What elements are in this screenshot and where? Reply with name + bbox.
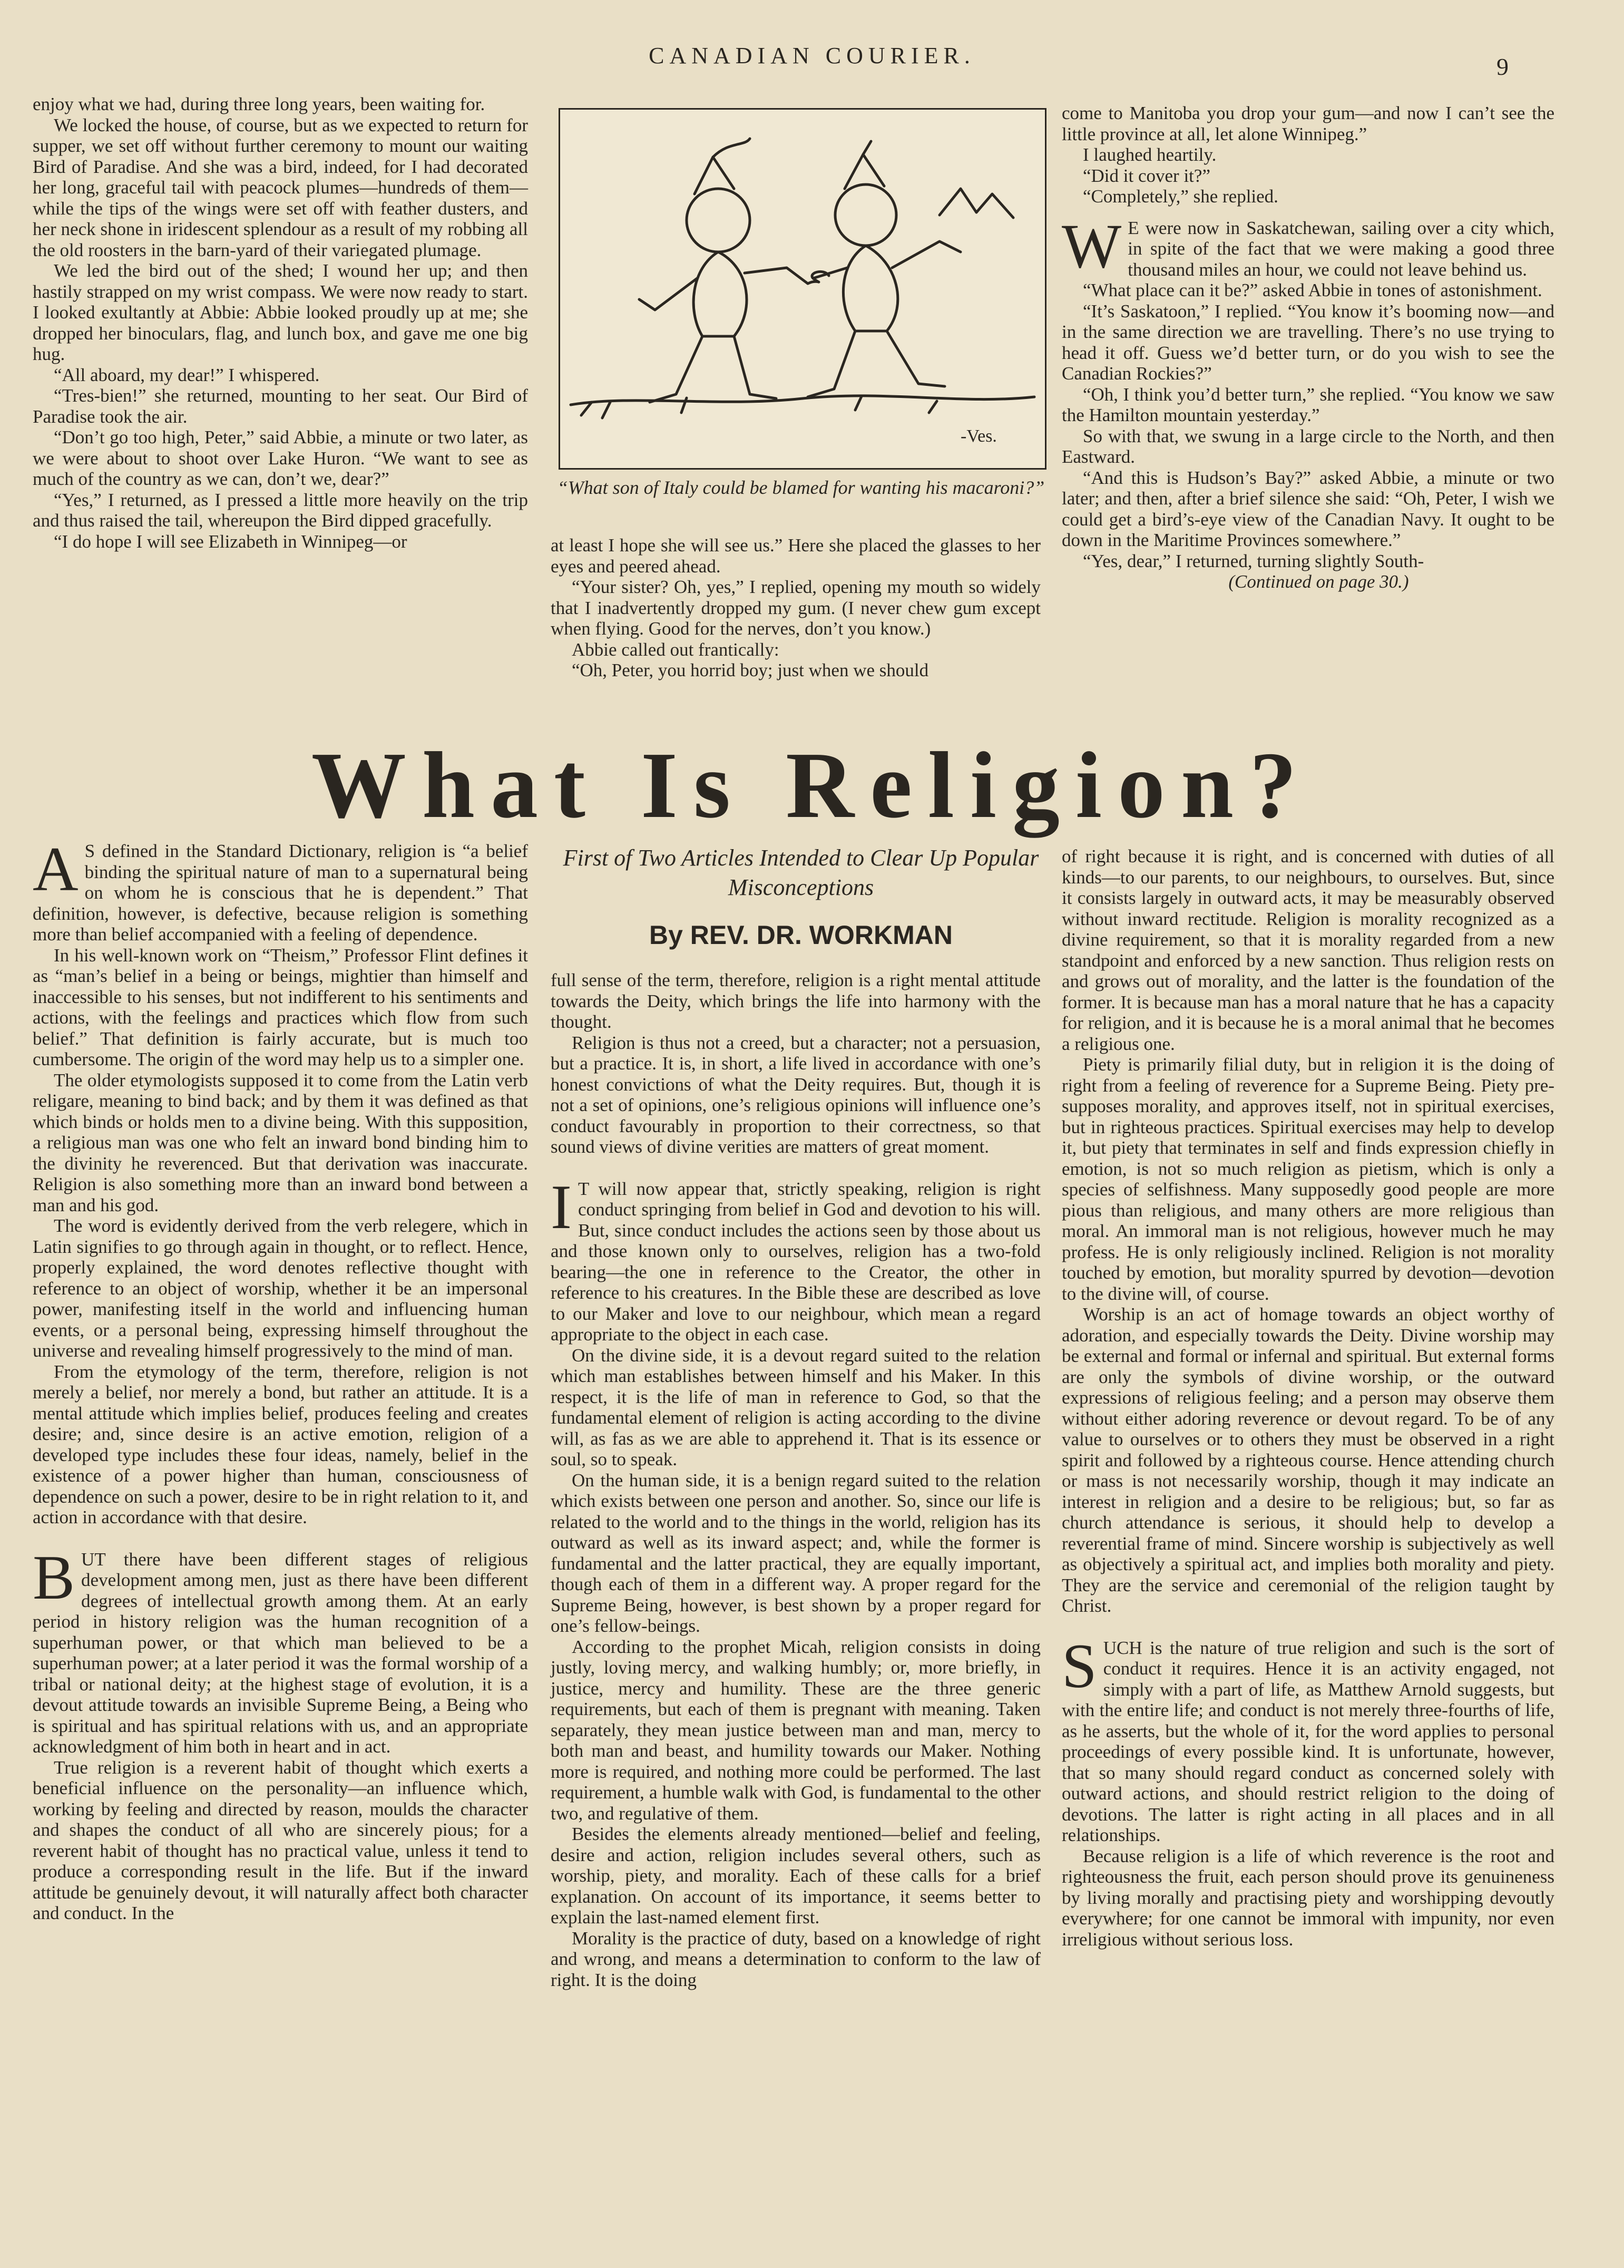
paragraph: “And this is Hudson’s Bay?” asked Abbie, a minute or two later; and then, after a brief silence she said: “Oh, Peter, I wish we could get a bird’s-eye view of the Canadian Navy. It ought to be down in the Maritime Provinces somewhere.” — [1062, 467, 1554, 550]
paragraph: SUCH is the nature of true religion and such is the sort of conduct it requires. Hence it is an activity engaged, not simply with a part of life, as Matthew Arnold suggests, but with the entire life; and conduct is not merely three-fourths of life, as he asserts, but the whole of it, for the word applies to personal proceedings of every possible kind. It is unfortunate, however, that so many should regard conduct as concerned solely with outward actions, and should restrict religion to the doing of devotions. The latter is right acting in all places and in all relationships. — [1062, 1630, 1554, 1845]
paragraph: Worship is an act of homage towards an object worthy of adoration, and especially towards the Deity. Divine worship may be external and formal or infernal and spiritual. But external forms are only the symbols of divine worship, or the outward expressions of religious feeling; and a person may observe them without either adoring reverence or devout regard. To be of any value to ourselves or to others they must be observed in a right spirit and followed by a righteous course. Hence attending church or mass is not necessarily worship, though it may indicate an interest in religion and a desire to be religious; but, so far as church attendance is serious, it should help to develop a reverential frame of mind. Sincere worship is subjectively as well as objectively a spiritual act, and implies both morality and piety. They are the service and ceremonial of the religion taught by Christ. — [1062, 1304, 1554, 1616]
paragraph: “Yes,” I returned, as I pressed a little more heavily on the trip and thus raised the tail, whereupon the Bird dipped gracefully. — [33, 489, 528, 531]
article-column-3 — [1062, 846, 1554, 1950]
paragraph: BUT there have been different stages of religious development among men, just as there have been different degrees of intellectual growth among them. At an early period in history religion was the human recognition of a superhuman power, or that which man believed to be a superhuman power; at a later period it was the formal worship of a tribal or national deity; at the highest stage of evolution, it is a devout attitude towards an invisible Supreme Being, a Being who is spiritual and has spiritual relations with us, and an appropriate acknowledgment of him both in heart and in act. — [33, 1542, 528, 1757]
page-header — [0, 42, 1624, 80]
paragraph: Religion is thus not a creed, but a character; not a persuasion, but a practice. It is, in short, a life lived in accordance with one’s honest convictions of what the Deity requires. But, though it is not a set of opinions, one’s religious opinions will influence one’s conduct favourably in proportion to their correctness, so that sound views of divine verities are matters of great moment. — [551, 1032, 1041, 1157]
article-column-1 — [33, 834, 528, 1924]
paragraph: I laughed heartily. — [1083, 144, 1217, 165]
paragraph: “Yes, dear,” I returned, turning slightly South- — [1083, 550, 1424, 571]
paragraph: Piety is primarily filial duty, but in religion it is the doing of right from a feeling of reverence for a Supreme Being. Piety pre-supposes morality, and approves itself, not in spiritual exercises, but in righteous practices. Spiritual exercises may help to develop it, but piety that terminates in self and finds expression chiefly in emotion, is not so much religion as pietism, which is only a species of selfishness. Many supposedly good people are more pious than religious, and many others are more religious than moral. An immoral man is not religious, however much he may profess. He is only religiously inclined. Religion is not morality touched by emotion, but morality spurred by devotion—devotion to the divine will, of course. — [1062, 1054, 1554, 1304]
paragraph: “Did it cover it?” — [1083, 165, 1210, 186]
drop-cap: B — [33, 1542, 75, 1612]
paragraph: Abbie called out frantically: — [572, 639, 779, 660]
cartoon-caption: “What son of Italy could be blamed for wanting his macaroni?” — [557, 477, 1045, 498]
article-byline: By REV. DR. WORKMAN — [649, 920, 953, 950]
cartoon-illustration — [559, 108, 1046, 470]
paragraph: “What place can it be?” asked Abbie in tones of astonishment. — [1083, 280, 1542, 300]
paragraph: On the human side, it is a benign regard suited to the relation which exists between one person and another. So, since our life is related to the world and to the things in the world, religion has its outward as well as its inward aspect; and, while the former is fundamental and the latter practical, they are equally important, though each of them in a different way. A proper regard for the Supreme Being, however, is best shown by a proper regard for one’s fellow-beings. — [551, 1469, 1041, 1636]
drop-cap: W — [1062, 210, 1122, 281]
paragraph: True religion is a reverent habit of thought which exerts a beneficial influence on the personality—an influence which, working by feeling and directed by reason, moulds the character and shapes the conduct of all who are sincerely pious; for a reverent habit of thought has no practical value, unless it tend to produce a corresponding result in the life. But if the inward attitude be genuinely devout, it will naturally affect both character and conduct. In the — [33, 1757, 528, 1923]
paragraph: The word is evidently derived from the verb relegere, which in Latin signifies to go through again in thought, or to reflect. Hence, properly explained, the word denotes reflective thought with reference to an object of worship, whether it be an impersonal power, manifesting itself in the world and influencing human events, or a personal being, expressing himself throughout the universe and revealing himself progressively to the mind of man. — [33, 1215, 528, 1361]
paragraph: “It’s Saskatoon,” I replied. “You know it’s booming now—and in the same direction we are travelling. There’s no use trying to head it off. Guess we’d better turn, or do you wish to see the Canadian Rockies?” — [1062, 300, 1554, 384]
paragraph: In his well-known work on “Theism,” Professor Flint defines it as “man’s belief in a being or beings, mightier than himself and inaccessible to his senses, but not indifferent to his sentiments and actions, with the feelings and practices which flow from such belief.” That definition is fairly accurate, but is much too cumbersome. The origin of the word may help us to a simpler one. — [33, 945, 528, 1069]
drop-cap: S — [1062, 1630, 1097, 1701]
paragraph: “All aboard, my dear!” I whispered. — [54, 364, 320, 385]
article-column-2 — [551, 970, 1041, 1990]
cartoon-signature: -Ves. — [961, 426, 997, 446]
paragraph: “Oh, Peter, you horrid boy; just when we should — [572, 660, 929, 680]
story-column-2 — [551, 535, 1041, 681]
paragraph: The older etymologists supposed it to come from the Latin verb religare, meaning to bind back; and by them it was defined as that which binds or holds men to a divine being. With this supposition, a religious man was one who felt an inward bond binding him to the divinity he reverenced. But that derivation was inaccurate. Religion is also something more than an inward bond between a man and his god. — [33, 1069, 528, 1215]
paragraph: We led the bird out of the shed; I wound her up; and then hastily strapped on my wrist compass. We were now ready to start. I looked exultantly at Abbie: Abbie looked proudly up at me; she dropped her binoculars, flag, and lunch box, and gave me one big hug. — [33, 260, 528, 364]
paragraph: A S defined in the Standard Dictionary, religion is “a belief binding the spiritual nature of man to a supernatural being on whom he is conscious that he is dependent.” That definition, however, is defective, because religion is something more than belief accompanied with a feeling of dependence. — [33, 834, 528, 945]
paragraph: So with that, we swung in a large circle to the North, and then Eastward. — [1062, 425, 1554, 467]
drop-cap: I — [551, 1171, 572, 1242]
paragraph: “I do hope I will see Elizabeth in Winnipeg—or — [54, 531, 407, 552]
paragraph: come to Manitoba you drop your gum—and now I can’t see the little province at all, let alone Winnipeg.” — [1062, 103, 1554, 144]
article-subtitle: First of Two Articles Intended to Clear Up Popular Misconceptions — [563, 845, 1039, 900]
article-title: What Is Religion? — [311, 733, 1313, 838]
paragraph: Morality is the practice of duty, based on a knowledge of right and wrong, and means a determination to conform to the law of right. It is the doing — [551, 1928, 1041, 1990]
paragraph: Besides the elements already mentioned—belief and feeling, desire and action, religion includes several others, such as worship, piety, and morality. Each of these calls for a brief explanation. On account of its importance, it seems better to explain the last-named element first. — [551, 1824, 1041, 1928]
continued-note: (Continued on page 30.) — [1228, 571, 1409, 592]
paragraph: “Tres-bien!” she returned, mounting to her seat. Our Bird of Paradise took the air. — [33, 385, 528, 427]
paragraph: I T will now appear that, strictly speaking, religion is right conduct springing from belief in God and devotion to his will. But, since conduct includes the actions seen by those about us and those known only to ourselves, religion has a two-fold bearing—the one in reference to the Creator, the other in reference to his creatures. In the Bible these are described as love to our Maker and love to our neighbour, which mean a regard appropriate to the object in each case. — [551, 1171, 1041, 1345]
paragraph: of right because it is right, and is concerned with duties of all kinds—to our parents, to our neighbours, to ourselves. But, since it consists largely in outward acts, it may be measurably observed without inward rectitude. Religion is morality recognized as a divine requirement, so that it is morality regarded from a new standpoint and enforced by a new sanction. Thus religion rests on and grows out of morality, and the latter is the foundation of the former. It is because man has a moral nature that he has a capacity for religion, and it is because he is a moral animal that he becomes a religious one. — [1062, 846, 1554, 1054]
story-column-3 — [1062, 103, 1554, 592]
paragraph: at least I hope she will see us.” Here she placed the glasses to her eyes and peered ahead. — [551, 535, 1041, 577]
paragraph: “Oh, I think you’d better turn,” she replied. “You know we saw the Hamilton mountain yesterday.” — [1062, 384, 1554, 425]
paragraph: On the divine side, it is a devout regard suited to the relation which man establishes between himself and his Maker. In this respect, it is the life of man in reference to God, so that the fundamental element of religion is acting according to the divine will, as fas as we are able to apprehend it. That is its essence or soul, so to speak. — [551, 1345, 1041, 1469]
paragraph: full sense of the term, therefore, religion is a right mental attitude towards the Deity, which brings the life into harmony with the thought. — [551, 970, 1041, 1032]
paragraph: According to the prophet Micah, religion consists in doing justly, loving mercy, and walking humbly; or, more briefly, in justice, mercy and humility. These are the three generic requirements, but each of them is pregnant with meaning. Taken separately, they mean justice between man and man, mercy to both man and beast, and humility towards our Maker. Nothing more is required, and nothing more could be performed. The last requirement, a humble walk with God, is fundamental to the other two, and regulative of them. — [551, 1636, 1041, 1824]
paragraph: enjoy what we had, during three long years, been waiting for. — [33, 94, 485, 114]
paragraph: We locked the house, of course, but as we expected to return for supper, we set off without further ceremony to mount our waiting Bird of Paradise. And she was a bird, indeed, for I had decorated her long, graceful tail with peacock plumes—hundreds of them—while the tips of the wings were set off with feather dusters, and her neck shone in iridescent splendour as a result of my robbing all the old roosters in the barn-yard of their variegated plumage. — [33, 114, 528, 260]
story-column-1 — [33, 94, 528, 552]
paragraph: “Don’t go too high, Peter,” said Abbie, a minute or two later, as we were about to shoot over Lake Huron. “We want to see as much of the country as we can, don’t we, dear?” — [33, 427, 528, 489]
paragraph: W E were now in Saskatchewan, sailing over a city which, in spite of the fact that we were making a good three thousand miles an hour, we could not leave behind us. — [1062, 210, 1554, 281]
paragraph: From the etymology of the term, therefore, religion is not merely a belief, nor merely a bond, but rather an attitude. It is a mental attitude which implies belief, produces feeling and creates desire; and, since desire is an active emotion, religion of a developed type includes these four ideas, namely, belief in the existence of a power higher than human, consciousness of dependence on such a power, desire to be in right relation to it, and action in accordance with that desire. — [33, 1361, 528, 1527]
cartoon-drawing — [560, 110, 1045, 468]
page-number: 9 — [1496, 53, 1509, 80]
masthead: CANADIAN COURIER. — [649, 43, 975, 69]
paragraph: Because religion is a life of which reverence is the root and righteousness the fruit, each person should prove its genuineness by living morally and practising piety and worshipping devoutly everywhere; for one cannot be immoral with impunity, nor even irreligious without serious loss. — [1062, 1845, 1554, 1950]
drop-cap: A — [33, 834, 79, 904]
paragraph: “Completely,” she replied. — [1083, 186, 1278, 207]
paragraph: “Your sister? Oh, yes,” I replied, opening my mouth so widely that I inadvertently dropped my gum. (I never chew gum except when flying. Good for the nerves, don’t you know.) — [551, 577, 1041, 639]
